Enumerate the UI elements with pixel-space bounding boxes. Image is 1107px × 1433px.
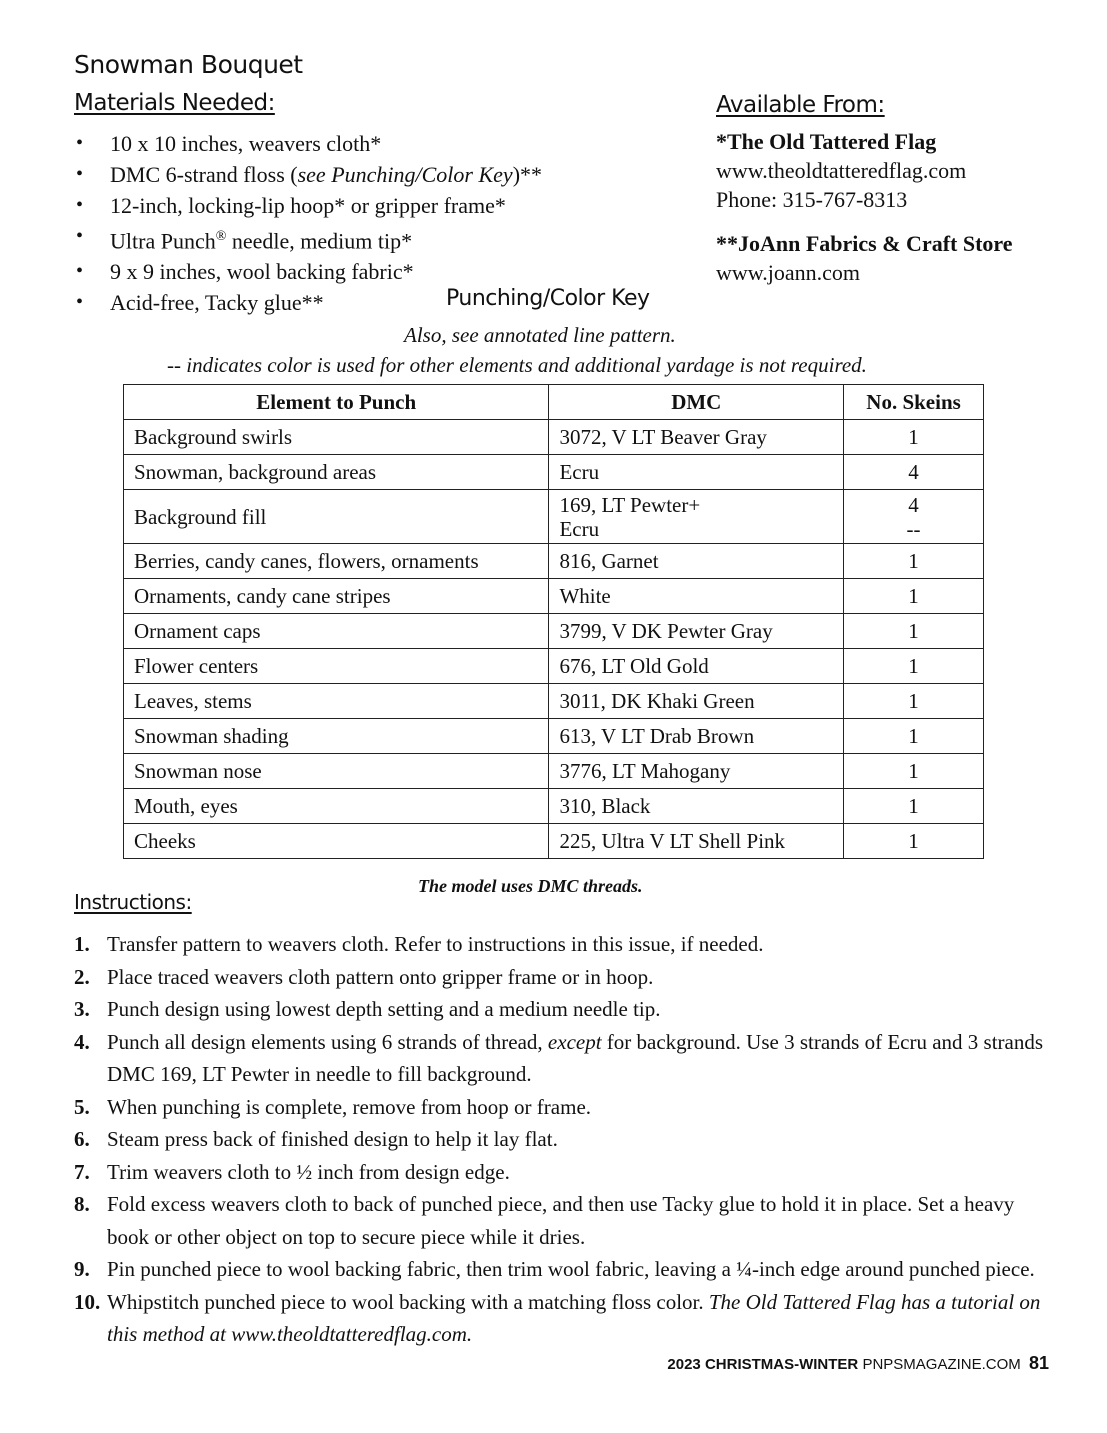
instructions-heading: Instructions: [74,890,192,914]
table-row [124,455,984,490]
table-row [124,824,984,859]
element-cell: Ornaments, candy cane stripes [124,579,549,614]
skeins-cell: 1 [844,684,984,719]
footer-site: PNPSMAGAZINE.COM [862,1356,1021,1373]
list-item: • 9 x 9 inches, wool backing fabric* [74,256,542,287]
element-cell: Snowman nose [124,754,549,789]
model-note: The model uses DMC threads. [418,876,643,896]
skeins-cell: 1 [844,719,984,754]
list-item: 5. When punching is complete, remove from hoop or frame. [74,1094,592,1119]
list-item: • 12-inch, locking-lip hoop* or gripper frame* [74,190,542,221]
list-item: • Acid-free, Tacky glue** [74,287,542,318]
list-item: 2. Place traced weavers cloth pattern onto gripper frame or in hoop. [74,964,654,989]
list-item: 1. Transfer pattern to weavers cloth. Refer to instructions in this issue, if needed. [74,932,764,956]
table-row [124,649,984,684]
column-header-skeins: No. Skeins [844,385,984,420]
list-item: 3. Punch design using lowest depth setting and a medium needle tip. [74,997,661,1021]
list-item: • Ultra Punch® needle, medium tip* [74,221,542,256]
table-row [124,614,984,649]
element-cell: Berries, candy canes, flowers, ornaments [124,544,549,579]
element-cell: Mouth, eyes [124,789,549,824]
list-item: • 10 x 10 inches, weavers cloth* [74,128,542,159]
store-url-joann: www.joann.com [716,260,860,285]
list-item: 10. Whipstitch punched piece to wool backing with a matching floss color. The Old Tattered Flag has a tutorial on this method at www.theoldtatteredflag.com. [74,1289,1041,1346]
table-row [124,754,984,789]
store-name-old-tattered-flag: *The Old Tattered Flag [716,129,937,154]
column-header-element: Element to Punch [124,385,549,420]
list-item: 9. Pin punched piece to wool backing fabric, then trim wool fabric, leaving a ¼-inch edge around punched piece. [74,1257,1035,1281]
store-name-joann: **JoAnn Fabrics & Craft Store [716,231,1013,256]
table-row [124,420,984,455]
color-key-table [123,384,984,859]
page-footer [667,1353,1049,1374]
skeins-cell: 1 [844,649,984,684]
dmc-cell: 3799, V DK Pewter Gray [549,614,844,649]
element-cell: Background fill [124,490,549,544]
element-cell: Leaves, stems [124,684,549,719]
dmc-cell: 3072, V LT Beaver Gray [549,420,844,455]
element-cell: Flower centers [124,649,549,684]
dmc-cell: Ecru [549,455,844,490]
dmc-cell: White [549,579,844,614]
instructions-list [74,928,1044,1351]
skeins-cell: 1 [844,420,984,455]
store-url-old-tattered-flag: www.theoldtatteredflag.com [716,158,967,183]
table-row [124,544,984,579]
skeins-cell: 4 -- [844,490,984,544]
table-row [124,789,984,824]
skeins-cell: 1 [844,754,984,789]
dmc-cell: 3011, DK Khaki Green [549,684,844,719]
element-cell: Background swirls [124,420,549,455]
skeins-cell: 1 [844,544,984,579]
color-key-note: -- indicates color is used for other elements and additional yardage is not required. [167,353,867,377]
skeins-cell: 1 [844,824,984,859]
skeins-cell: 1 [844,579,984,614]
color-key-heading: Punching/Color Key [446,286,650,311]
page-number: 81 [1028,1353,1049,1373]
page-title: Snowman Bouquet [74,50,303,79]
dmc-cell: 816, Garnet [549,544,844,579]
dmc-cell: 676, LT Old Gold [549,649,844,684]
materials-heading: Materials Needed: [74,90,275,116]
skeins-cell: 4 [844,455,984,490]
table-row [124,719,984,754]
color-key-note: Also, see annotated line pattern. [404,323,676,347]
skeins-cell: 1 [844,614,984,649]
available-heading: Available From: [716,92,885,118]
dmc-cell: 225, Ultra V LT Shell Pink [549,824,844,859]
element-cell: Ornament caps [124,614,549,649]
element-cell: Cheeks [124,824,549,859]
list-item: 6. Steam press back of finished design to help it lay flat. [74,1127,558,1151]
dmc-cell: 3776, LT Mahogany [549,754,844,789]
dmc-cell: 310, Black [549,789,844,824]
dmc-cell: 613, V LT Drab Brown [549,719,844,754]
table-row [124,579,984,614]
list-item: 4. Punch all design elements using 6 strands of thread, except for background. Use 3 strands of Ecru and 3 strands DMC 169, LT Pewter in needle to fill background. [74,1029,1044,1086]
list-item: • DMC 6-strand floss (see Punching/Color Key)** [74,159,542,190]
element-cell: Snowman, background areas [124,455,549,490]
element-cell: Snowman shading [124,719,549,754]
column-header-dmc: DMC [549,385,844,420]
store-phone: Phone: 315-767-8313 [716,187,908,212]
dmc-cell: 169, LT Pewter+ Ecru [549,490,844,544]
table-header-row [124,385,984,420]
list-item: 8. Fold excess weavers cloth to back of punched piece, and then use Tacky glue to hold it in place. Set a heavy book or other object on top to secure piece while it dries. [74,1192,1015,1249]
list-item: 7. Trim weavers cloth to ½ inch from design edge. [74,1159,510,1184]
footer-issue: 2023 CHRISTMAS-WINTER [667,1356,859,1373]
table-row [124,684,984,719]
table-row [124,490,984,544]
skeins-cell: 1 [844,789,984,824]
